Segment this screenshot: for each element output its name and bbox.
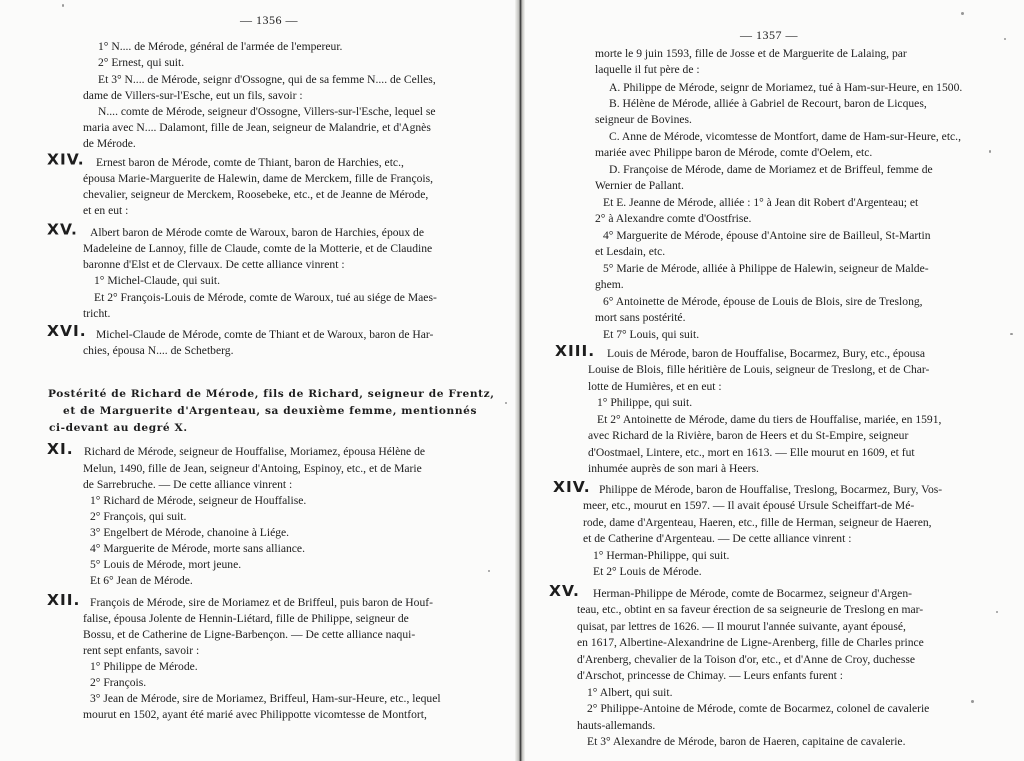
- text-line: 1° Philippe de Mérode.: [90, 660, 198, 673]
- text-line: chevalier, seigneur de Merckem, Roosebeke, etc., et de Jeanne de Mérode,: [83, 188, 429, 201]
- text-line: 1° Philippe, qui suit.: [597, 396, 693, 409]
- section-heading: Postérité de Richard de Mérode, fils de Richard, seigneur de Frentz,: [48, 388, 495, 400]
- text-line: lotte de Humières, et en eut :: [588, 380, 722, 393]
- generation-numeral: XIII.: [555, 342, 596, 360]
- text-line: Philippe de Mérode, baron de Houffalise, Treslong, Bocarmez, Bury, Vos-: [599, 483, 943, 496]
- text-line: Louise de Blois, fille héritière de Louis, seigneur de Treslong, et de Char-: [588, 363, 930, 376]
- text-line: 2° François.: [90, 676, 147, 689]
- scan-speck: [62, 4, 64, 7]
- text-line: tricht.: [83, 307, 111, 320]
- text-line: Herman-Philippe de Mérode, comte de Bocarmez, seigneur d'Argen-: [593, 587, 912, 600]
- generation-numeral: XV.: [549, 582, 580, 600]
- text-line: 2° François, qui suit.: [90, 510, 187, 523]
- text-line: 4° Marguerite de Mérode, morte sans alliance.: [90, 542, 305, 555]
- text-line: baronne d'Elst et de Clervaux. De cette alliance vinrent :: [83, 258, 345, 271]
- text-line: teau, etc., obtint en sa faveur érection de sa seigneurie de Treslong en mar-: [577, 603, 924, 616]
- text-line: 3° Engelbert de Mérode, chanoine à Liége.: [90, 526, 290, 539]
- text-line: et de Catherine d'Argenteau. — De cette alliance vinrent :: [583, 532, 852, 545]
- text-line: 1° Herman-Philippe, qui suit.: [593, 549, 730, 562]
- text-line: 2° Ernest, qui suit.: [98, 56, 185, 69]
- text-line: 5° Marie de Mérode, alliée à Philippe de Halewin, seigneur de Malde-: [603, 262, 929, 275]
- scan-speck: [1004, 38, 1006, 40]
- text-line: Madeleine de Lannoy, fille de Claude, comte de la Motterie, et de Claudine: [83, 242, 433, 255]
- text-line: maria avec N.... Dalamont, fille de Jean, seigneur de Malandrie, et d'Agnès: [83, 121, 431, 134]
- text-line: A. Philippe de Mérode, seignr de Moriamez, tué à Ham-sur-Heure, en 1500.: [609, 81, 963, 94]
- generation-numeral: XV.: [47, 221, 78, 239]
- text-line: Et 3° N.... de Mérode, seignr d'Ossogne, qui de sa femme N.... de Celles,: [98, 73, 436, 86]
- text-line: dame de Villers-sur-l'Esche, eut un fils, savoir :: [83, 89, 303, 102]
- text-line: mort sans postérité.: [595, 311, 686, 324]
- text-line: ghem.: [595, 278, 624, 291]
- text-line: laquelle il fut père de :: [595, 63, 700, 76]
- text-line: N.... comte de Mérode, seigneur d'Ossogne, Villers-sur-l'Esche, lequel se: [98, 105, 436, 118]
- text-line: chies, épousa N.... de Schetberg.: [83, 344, 234, 357]
- text-line: Albert baron de Mérode comte de Waroux, baron de Harchies, époux de: [90, 226, 424, 239]
- text-line: 1° N.... de Mérode, général de l'armée de l'empereur.: [98, 40, 343, 53]
- text-line: 1° Albert, qui suit.: [587, 686, 673, 699]
- page-number: — 1357 —: [740, 28, 798, 42]
- text-line: de Sarrebruche. — De cette alliance vinrent :: [83, 478, 293, 491]
- text-line: rode, dame d'Argenteau, Haeren, etc., fille de Herman, seigneur de Haeren,: [583, 516, 932, 529]
- scan-speck: [971, 700, 974, 703]
- text-line: 2° à Alexandre comte d'Oostfrise.: [595, 212, 752, 225]
- text-line: Et 6° Jean de Mérode.: [90, 574, 193, 587]
- text-line: Richard de Mérode, seigneur de Houffalise, Moriamez, épousa Hélène de: [84, 445, 426, 458]
- text-line: Et 7° Louis, qui suit.: [603, 328, 700, 341]
- right-page: [525, 0, 1024, 761]
- scan-speck: [505, 402, 507, 404]
- text-line: Et 3° Alexandre de Mérode, baron de Haeren, capitaine de cavalerie.: [587, 735, 906, 748]
- text-line: mariée avec Philippe baron de Mérode, comte d'Oelem, etc.: [595, 146, 873, 159]
- generation-numeral: XII.: [47, 591, 81, 609]
- book-spine: [515, 0, 525, 761]
- text-line: 1° Richard de Mérode, seigneur de Houffalise.: [90, 494, 307, 507]
- text-line: et Lesdain, etc.: [595, 245, 666, 258]
- text-line: François de Mérode, sire de Moriamez et de Briffeul, puis baron de Houf-: [90, 596, 433, 609]
- text-line: Et E. Jeanne de Mérode, alliée : 1° à Jean dit Robert d'Argenteau; et: [603, 196, 919, 209]
- text-line: Wernier de Pallant.: [595, 179, 684, 192]
- scan-speck: [961, 12, 964, 15]
- text-line: hauts-allemands.: [577, 719, 656, 732]
- text-line: C. Anne de Mérode, vicomtesse de Montfort, dame de Ham-sur-Heure, etc.,: [609, 130, 961, 143]
- generation-numeral: XI.: [47, 440, 74, 458]
- scan-speck: [996, 611, 998, 613]
- text-line: morte le 9 juin 1593, fille de Josse et de Marguerite de Lalaing, par: [595, 47, 907, 60]
- text-line: 4° Marguerite de Mérode, épouse d'Antoine sire de Bailleul, St-Martin: [603, 229, 931, 242]
- text-line: Ernest baron de Mérode, comte de Thiant, baron de Harchies, etc.,: [96, 156, 404, 169]
- text-line: D. Françoise de Mérode, dame de Moriamez et de Briffeul, femme de: [609, 163, 933, 176]
- text-line: 1° Michel-Claude, qui suit.: [94, 274, 221, 287]
- text-line: Et 2° François-Louis de Mérode, comte de Waroux, tué au siége de Maes-: [94, 291, 437, 304]
- text-line: d'Arschot, princesse de Chimay. — Leurs enfants furent :: [577, 669, 843, 682]
- text-line: de Mérode.: [83, 137, 136, 150]
- section-heading: ci-devant au degré X.: [49, 422, 188, 434]
- text-line: Bossu, et de Catherine de Ligne-Barbençon. — De cette alliance naqui-: [83, 628, 416, 641]
- scan-speck: [989, 150, 991, 153]
- scan-speck: [488, 570, 490, 572]
- text-line: et en eut :: [83, 204, 129, 217]
- text-line: d'Arenberg, chevalier de la Toison d'or, etc., et d'Anne de Croy, duchesse: [577, 653, 915, 666]
- text-line: Et 2° Antoinette de Mérode, dame du tiers de Houffalise, mariée, en 1591,: [597, 413, 942, 426]
- generation-numeral: XIV.: [553, 478, 591, 496]
- text-line: Louis de Mérode, baron de Houffalise, Bocarmez, Bury, etc., épousa: [607, 347, 926, 360]
- text-line: en 1617, Albertine-Alexandrine de Ligne-Arenberg, fille de Charles prince: [577, 636, 924, 649]
- text-line: 5° Louis de Mérode, mort jeune.: [90, 558, 242, 571]
- text-line: B. Hélène de Mérode, alliée à Gabriel de Recourt, baron de Licques,: [609, 97, 927, 110]
- text-line: mourut en 1502, ayant été marié avec Philippotte vicomtesse de Montfort,: [83, 708, 427, 721]
- text-line: meer, etc., mourut en 1597. — Il avait épousé Ursule Scheiffart-de Mé-: [583, 499, 915, 512]
- text-line: seigneur de Bovines.: [595, 113, 692, 126]
- text-line: d'Oostmael, Lintere, etc., mort en 1613. — Elle mourut en 1609, et fut: [588, 446, 915, 459]
- generation-numeral: XVI.: [47, 322, 87, 340]
- text-line: 6° Antoinette de Mérode, épouse de Louis de Blois, sire de Treslong,: [603, 295, 923, 308]
- text-line: Michel-Claude de Mérode, comte de Thiant et de Waroux, baron de Har-: [96, 328, 434, 341]
- text-line: rent sept enfants, savoir :: [83, 644, 200, 657]
- text-line: épousa Marie-Marguerite de Halewin, dame de Merckem, fille de François,: [83, 172, 434, 185]
- generation-numeral: XIV.: [47, 151, 85, 169]
- text-line: falise, épousa Jolente de Hennin-Liétard, fille de Philippe, seigneur de: [83, 612, 409, 625]
- text-line: avec Richard de la Rivière, baron de Heers et du St-Empire, seigneur: [588, 429, 909, 442]
- text-line: 3° Jean de Mérode, sire de Moriamez, Briffeul, Ham-sur-Heure, etc., lequel: [90, 692, 441, 705]
- text-line: 2° Philippe-Antoine de Mérode, comte de Bocarmez, colonel de cavalerie: [587, 702, 930, 715]
- text-line: quisat, par lettres de 1626. — Il mourut l'année suivante, ayant épousé,: [577, 620, 906, 633]
- text-line: Melun, 1490, fille de Jean, seigneur d'Antoing, Espinoy, etc., et de Marie: [83, 462, 422, 475]
- scan-speck: [1010, 333, 1013, 335]
- page-number: — 1356 —: [240, 13, 298, 27]
- text-line: Et 2° Louis de Mérode.: [593, 565, 702, 578]
- section-heading: et de Marguerite d'Argenteau, sa deuxième femme, mentionnés: [63, 405, 478, 417]
- text-line: inhumée auprès de son mari à Heers.: [588, 462, 759, 475]
